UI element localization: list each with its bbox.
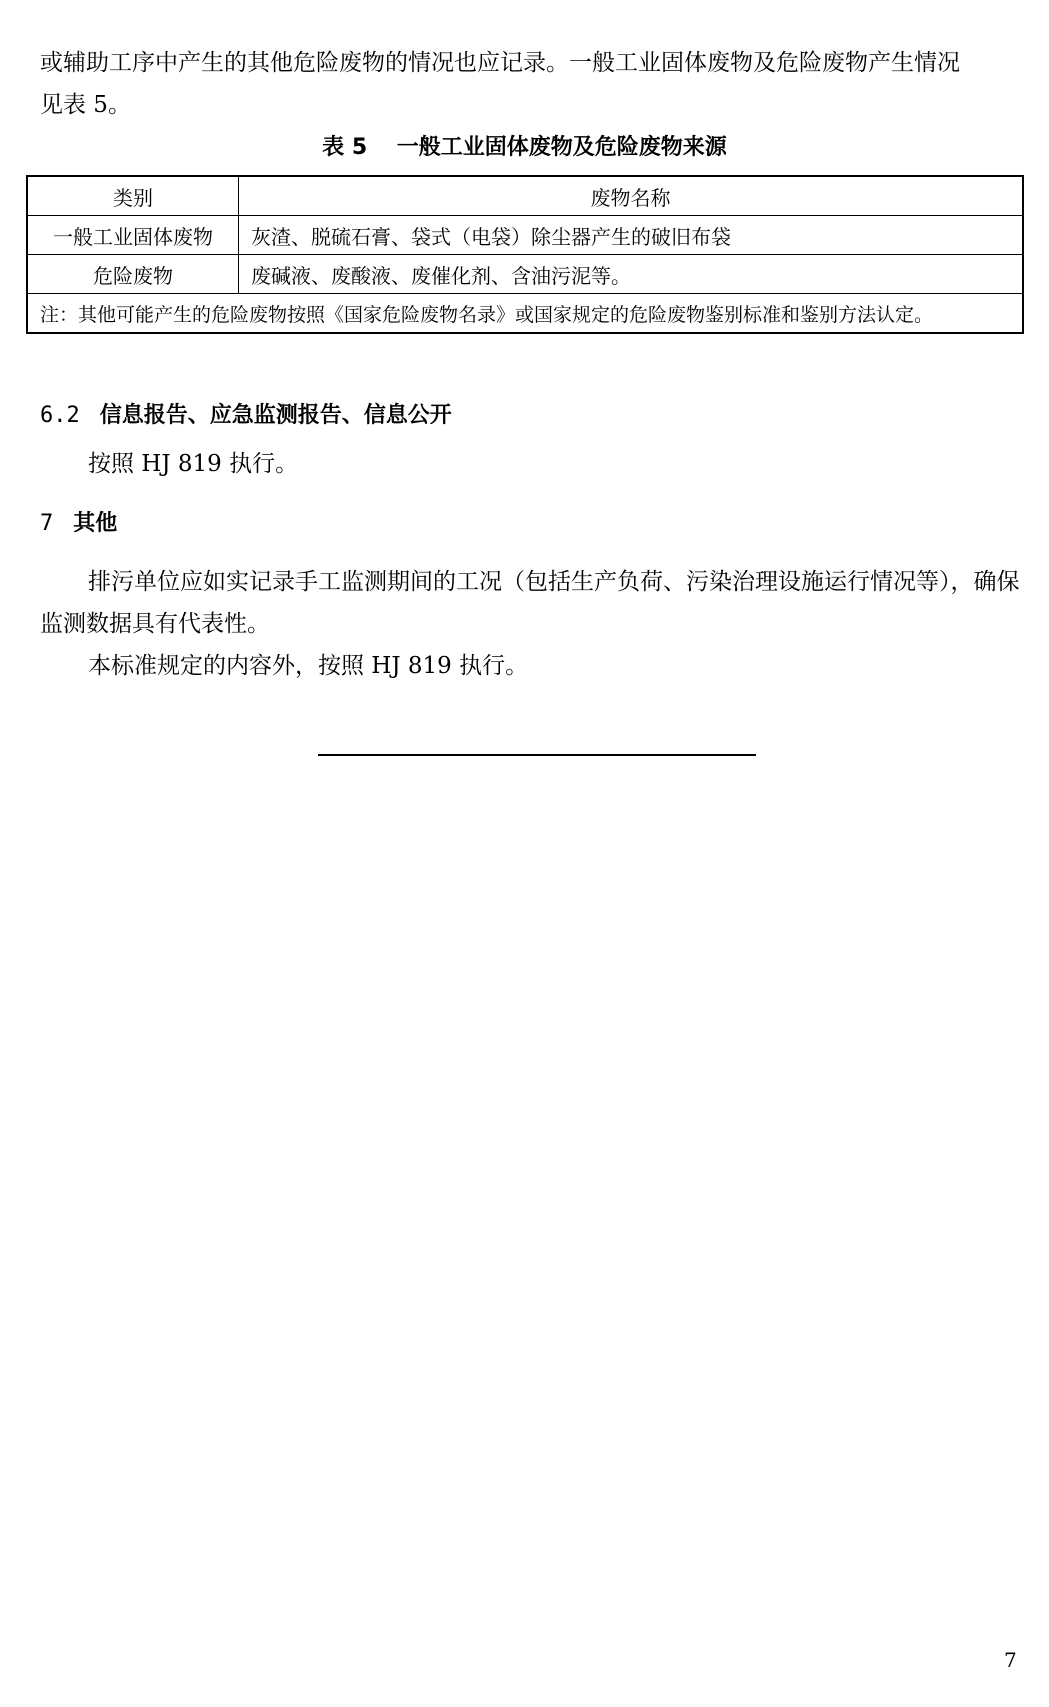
- intro-paragraph: [40, 42, 1024, 126]
- row-category: 一般工业固体废物: [27, 216, 239, 255]
- section-6-2-body: 按照 HJ 819 执行。: [88, 451, 299, 477]
- row-waste-name: 灰渣、脱硫石膏、袋式（电袋）除尘器产生的破旧布袋: [239, 216, 1024, 255]
- end-rule: [318, 754, 756, 756]
- section-7-paragraph-1: 排污单位应如实记录手工监测期间的工况（包括生产负荷、污染治理设施运行情况等），确保监测数据具有代表性。: [40, 569, 1020, 637]
- section-number: 6.2: [40, 403, 80, 428]
- intro-line-1: 或辅助工序中产生的其他危险废物的情况也应记录。一般工业固体废物及危险废物产生情况: [40, 50, 960, 76]
- table-caption: 表 5 一般工业固体废物及危险废物来源: [322, 135, 727, 160]
- table-row: [27, 255, 1023, 294]
- section-title: 其他: [73, 511, 118, 536]
- row-category: 危险废物: [27, 255, 239, 294]
- section-number: 7: [40, 511, 54, 536]
- table-note: 注：其他可能产生的危险废物按照《国家危险废物名录》或国家规定的危险废物鉴别标准和鉴别方法认定。: [27, 294, 1023, 334]
- table-header-row: [27, 176, 1023, 216]
- waste-source-table: [26, 175, 1024, 334]
- section-7-paragraph-2: 本标准规定的内容外，按照 HJ 819 执行。: [88, 653, 529, 679]
- section-6-2-heading: [40, 396, 452, 436]
- table-note-row: [27, 294, 1023, 334]
- page-number: 7: [1004, 1648, 1017, 1672]
- intro-line-2: 见表 5。: [40, 92, 131, 118]
- table-row: [27, 216, 1023, 255]
- row-waste-name: 废碱液、废酸液、废催化剂、含油污泥等。: [239, 255, 1024, 294]
- section-7-heading: [40, 504, 117, 544]
- header-waste-name: 废物名称: [239, 176, 1024, 216]
- section-title: 信息报告、应急监测报告、信息公开: [99, 403, 452, 428]
- header-category: 类别: [27, 176, 239, 216]
